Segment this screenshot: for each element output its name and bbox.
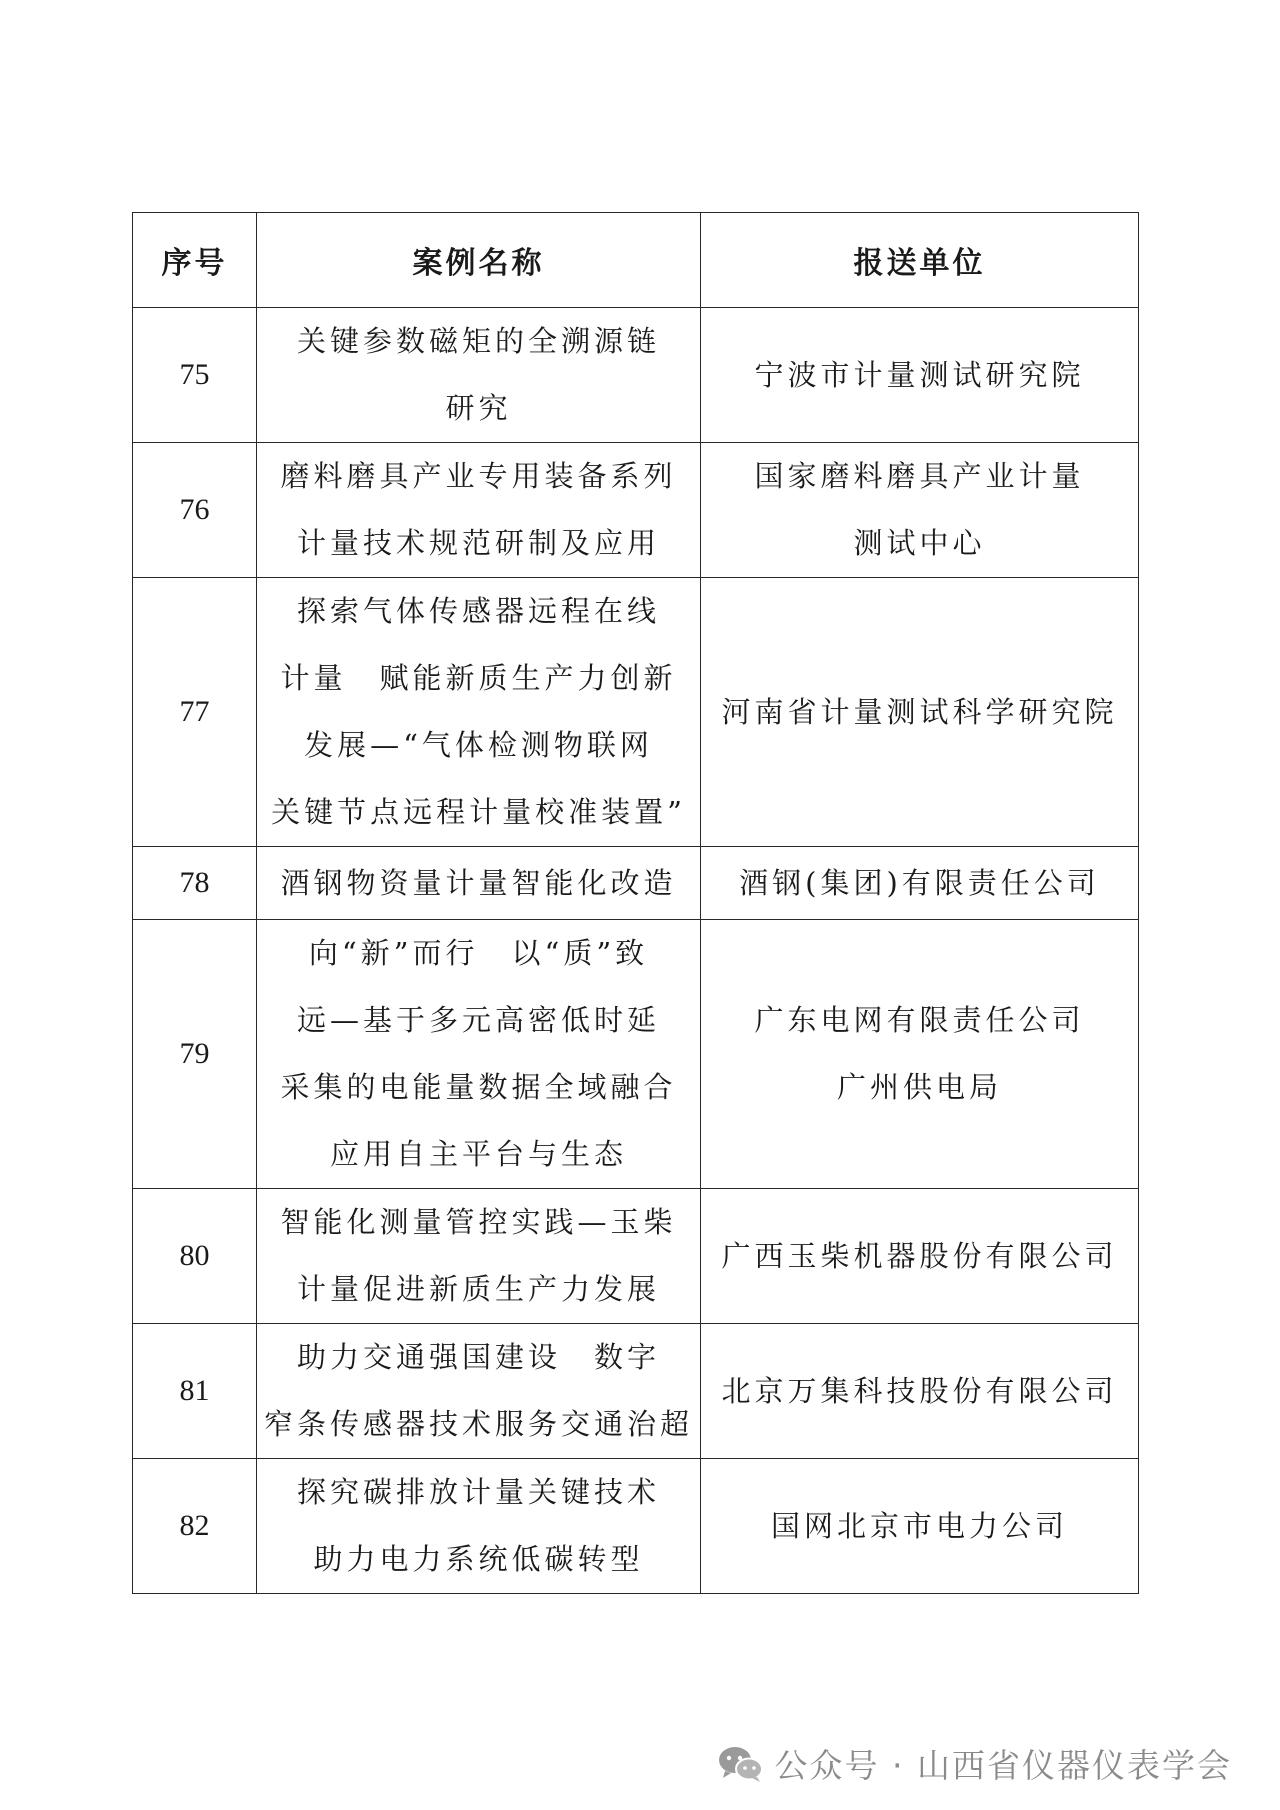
serial-cell: 78 xyxy=(133,847,257,920)
table-row xyxy=(133,1459,1139,1594)
unit-line: 河南省计量测试科学研究院 xyxy=(721,694,1118,729)
case-name-line: 计量促进新质生产力发展 xyxy=(296,1272,660,1306)
case-name-line: 远—基于多元高密低时延 xyxy=(296,1003,660,1037)
case-name-cell xyxy=(257,1324,701,1459)
header-case-name: 案例名称 xyxy=(257,213,701,308)
unit-cell xyxy=(701,1324,1139,1459)
table-header-row xyxy=(133,213,1139,308)
unit-line: 北京万集科技股份有限公司 xyxy=(721,1373,1118,1408)
case-name-line: 计量技术规范研制及应用 xyxy=(296,526,660,560)
case-name-cell xyxy=(257,847,701,920)
case-name-line: 智能化测量管控实践—玉柴 xyxy=(280,1205,677,1239)
serial-cell: 80 xyxy=(133,1189,257,1324)
case-name-line: 采集的电能量数据全域融合 xyxy=(280,1070,677,1104)
unit-line: 酒钢(集团)有限责任公司 xyxy=(739,865,1100,900)
case-name-cell xyxy=(257,308,701,443)
table-row xyxy=(133,920,1139,1189)
case-name-line: 计量 赋能新质生产力创新 xyxy=(280,661,677,695)
case-name-line: 酒钢物资量计量智能化改造 xyxy=(280,865,677,900)
case-name-cell xyxy=(257,920,701,1189)
unit-cell xyxy=(701,308,1139,443)
header-serial: 序号 xyxy=(133,213,257,308)
table-row xyxy=(133,1324,1139,1459)
case-name-line: 探索气体传感器远程在线 xyxy=(296,594,660,628)
unit-cell xyxy=(701,847,1139,920)
case-name-line: 关键节点远程计量校准装置” xyxy=(271,795,686,829)
wechat-icon xyxy=(717,1744,765,1784)
case-name-line: 窄条传感器技术服务交通治超 xyxy=(263,1407,693,1441)
watermark-text: 公众号 · 山西省仪器仪表学会 xyxy=(774,1746,1232,1785)
table-row xyxy=(133,1189,1139,1324)
unit-cell xyxy=(701,920,1139,1189)
serial-cell: 77 xyxy=(133,578,257,847)
unit-line: 广东电网有限责任公司 xyxy=(754,1003,1085,1037)
case-name-cell xyxy=(257,443,701,578)
unit-line: 宁波市计量测试研究院 xyxy=(754,357,1085,392)
case-name-line: 探究碳排放计量关键技术 xyxy=(296,1475,660,1509)
table-row xyxy=(133,847,1139,920)
header-submitting-unit: 报送单位 xyxy=(701,213,1139,308)
unit-cell xyxy=(701,443,1139,578)
unit-line: 广西玉柴机器股份有限公司 xyxy=(721,1238,1118,1273)
unit-cell xyxy=(701,1459,1139,1594)
table-row xyxy=(133,443,1139,578)
case-name-line: 研究 xyxy=(445,391,512,425)
case-name-cell xyxy=(257,578,701,847)
table-row xyxy=(133,308,1139,443)
serial-cell: 76 xyxy=(133,443,257,578)
unit-cell xyxy=(701,578,1139,847)
serial-cell: 75 xyxy=(133,308,257,443)
unit-line: 测试中心 xyxy=(853,526,986,560)
serial-cell: 79 xyxy=(133,920,257,1189)
account-watermark xyxy=(717,1740,1232,1787)
case-name-line: 关键参数磁矩的全溯源链 xyxy=(296,324,660,358)
case-name-line: 应用自主平台与生态 xyxy=(329,1137,627,1171)
case-name-cell xyxy=(257,1459,701,1594)
table-row xyxy=(133,578,1139,847)
case-name-line: 助力交通强国建设 数字 xyxy=(296,1340,660,1374)
case-name-line: 磨料磨具产业专用装备系列 xyxy=(280,459,677,493)
case-table xyxy=(132,212,1139,1594)
serial-cell: 81 xyxy=(133,1324,257,1459)
unit-line: 国网北京市电力公司 xyxy=(770,1508,1068,1543)
case-name-line: 助力电力系统低碳转型 xyxy=(313,1542,644,1576)
case-name-cell xyxy=(257,1189,701,1324)
unit-line: 国家磨料磨具产业计量 xyxy=(754,459,1085,493)
serial-cell: 82 xyxy=(133,1459,257,1594)
case-name-line: 向“新”而行 以“质”致 xyxy=(308,936,649,970)
unit-cell xyxy=(701,1189,1139,1324)
case-name-line: 发展—“气体检测物联网 xyxy=(304,728,653,762)
unit-line: 广州供电局 xyxy=(836,1070,1002,1104)
